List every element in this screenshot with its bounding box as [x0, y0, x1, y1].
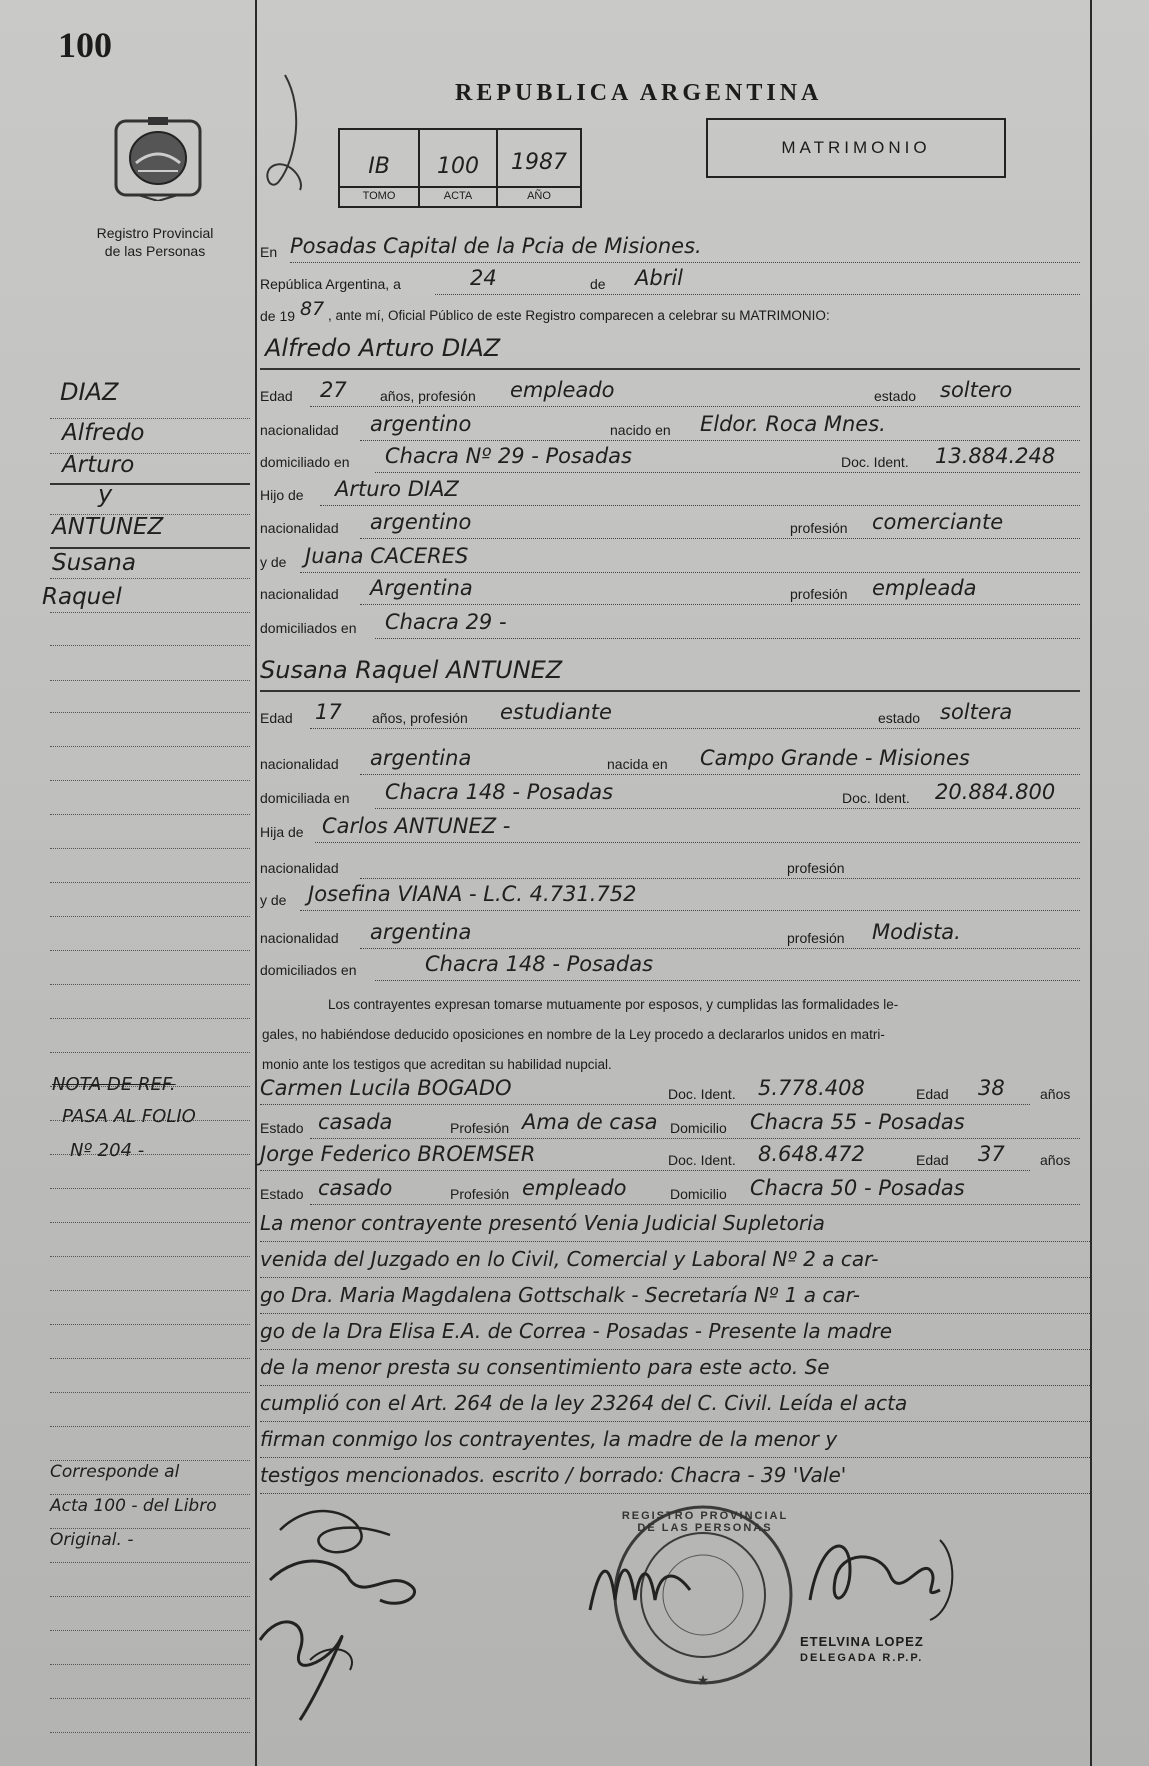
intro-date-row [260, 266, 1080, 296]
bride-father-nationality-row [260, 850, 1080, 880]
witness-2-doc: 8.648.472 [758, 1142, 865, 1166]
estado-label: estado [874, 388, 917, 404]
right-margin-rule [1090, 0, 1092, 1766]
domiciliada-en-label: domiciliada en [260, 790, 350, 806]
groom-mother-nationality: Argentina [370, 576, 473, 600]
official-title: DELEGADA R.P.P. [800, 1652, 924, 1664]
witness-2-domicile: Chacra 50 - Posadas [750, 1176, 965, 1200]
anos-label: años [1040, 1152, 1071, 1168]
republica-label: República Argentina, a [260, 276, 401, 292]
nacionalidad-label: nacionalidad [260, 930, 339, 946]
note-line-2: venida del Juzgado en lo Civil, Comercial y Laboral Nº 2 a car- [260, 1242, 1090, 1278]
declaration-line-1: Los contrayentes expresan tomarse mutuamente por esposos, y cumplidas las formalidades le- [328, 997, 899, 1012]
bride-father: Carlos ANTUNEZ - [322, 814, 511, 838]
groom-mother-nationality-row [260, 576, 1080, 606]
bride-age: 17 [315, 700, 342, 724]
bride-name: Susana Raquel ANTUNEZ [260, 656, 563, 684]
intro-statement-row [260, 298, 1080, 328]
doc-ident-label: Doc. Ident. [668, 1152, 736, 1168]
bride-parents-address-row [260, 952, 1080, 982]
ano-header: AÑO [527, 190, 551, 202]
registry-line-1: Registro Provincial [96, 225, 214, 241]
bride-mother: Josefina VIANA - L.C. 4.731.752 [308, 882, 637, 906]
margin-surname-1: DIAZ [60, 378, 119, 406]
note-line-7: firman conmigo los contrayentes, la madre de la menor y [260, 1422, 1090, 1458]
bride-profession: estudiante [500, 700, 612, 724]
bride-doc: 20.884.800 [935, 780, 1056, 804]
witness-1-details-row [260, 1110, 1080, 1140]
estado-label: Estado [260, 1186, 304, 1202]
official-name: ETELVINA LOPEZ [800, 1634, 924, 1649]
groom-name-row [260, 334, 1080, 364]
bride-address: Chacra 148 - Posadas [385, 780, 614, 804]
witness-1-name: Carmen Lucila BOGADO [260, 1076, 512, 1100]
estado-label: Estado [260, 1120, 304, 1136]
initials-mark [255, 70, 315, 200]
margin-conjunction: y [98, 480, 113, 508]
contracting-party-signatures [240, 1490, 470, 1730]
domiciliados-en-label: domiciliados en [260, 962, 357, 978]
margin-given-2b: Raquel [42, 584, 122, 610]
groom-profession: empleado [510, 378, 615, 402]
margin-surname-2: ANTUNEZ [52, 514, 164, 540]
record-type-box [706, 118, 1006, 178]
witness-1-status: casada [318, 1110, 393, 1134]
y-de-label: y de [260, 892, 287, 908]
groom-doc: 13.884.248 [935, 444, 1056, 468]
anos-label: años [1040, 1086, 1071, 1102]
nacionalidad-label: nacionalidad [260, 860, 339, 876]
margin-given-1b: Arturo [62, 452, 135, 478]
witness-2-details-row [260, 1176, 1080, 1206]
hijo-de-label: Hijo de [260, 487, 304, 503]
groom-mother-row [260, 544, 1080, 574]
groom-father-profession: comerciante [872, 510, 1004, 534]
estado-label: estado [878, 710, 921, 726]
nacionalidad-label: nacionalidad [260, 586, 339, 602]
margin-correspondence-3: Original. - [50, 1530, 134, 1550]
doc-ident-label: Doc. Ident. [842, 790, 910, 806]
witness-2-age: 37 [978, 1142, 1005, 1166]
witness-2-profession: empleado [522, 1176, 627, 1200]
witness-2-status: casado [318, 1176, 393, 1200]
groom-father-row [260, 477, 1080, 507]
profesion-label: profesión [787, 930, 845, 946]
bride-mother-row [260, 882, 1080, 912]
edad-label: Edad [260, 388, 293, 404]
groom-father: Arturo DIAZ [335, 477, 459, 501]
groom-nationality-row [260, 412, 1080, 442]
groom-mother-profession: empleada [872, 576, 977, 600]
groom-nationality: argentino [370, 412, 472, 436]
groom-address-row [260, 444, 1080, 474]
bride-age-row [260, 700, 1080, 730]
reference-box [338, 128, 582, 208]
note-line-1: La menor contrayente presentó Venia Judicial Supletoria [260, 1206, 1090, 1242]
doc-ident-label: Doc. Ident. [841, 454, 909, 470]
profesion-label: profesión [787, 860, 845, 876]
groom-address: Chacra Nº 29 - Posadas [385, 444, 632, 468]
groom-name: Alfredo Arturo DIAZ [265, 334, 501, 362]
nacionalidad-label: nacionalidad [260, 756, 339, 772]
record-type: MATRIMONIO [781, 138, 931, 157]
declaration-line-3: monio ante los testigos que acreditan su habilidad nupcial. [262, 1057, 612, 1072]
bride-name-row [260, 656, 1080, 686]
domiciliado-en-label: domiciliado en [260, 454, 350, 470]
bride-address-row [260, 780, 1080, 810]
declaration-line-2: gales, no habiéndose deducido oposiciones en nombre de la Ley procedo a declararlos unidos en matri- [262, 1027, 885, 1042]
nacionalidad-label: nacionalidad [260, 520, 339, 536]
registry-label [60, 224, 250, 260]
intro-place-row [260, 234, 1080, 264]
nacionalidad-label: nacionalidad [260, 422, 339, 438]
anos-profesion-label: años, profesión [380, 388, 476, 404]
stamp-text: REGISTRO PROVINCIAL DE LAS PERSONAS [621, 1510, 789, 1534]
bride-mother-nationality: argentina [370, 920, 472, 944]
anos-profesion-label: años, profesión [372, 710, 468, 726]
marriage-year: 87 [300, 298, 325, 320]
note-line-3: go Dra. Maria Magdalena Gottschalk - Secretaría Nº 1 a car- [260, 1278, 1090, 1314]
groom-birthplace: Eldor. Roca Mnes. [700, 412, 886, 436]
marriage-day: 24 [470, 266, 497, 290]
official-signature [790, 1520, 970, 1630]
groom-father-nationality: argentino [370, 510, 472, 534]
bride-birthplace: Campo Grande - Misiones [700, 746, 970, 770]
margin-correspondence-2: Acta 100 - del Libro [50, 1496, 217, 1516]
statement-text: , ante mí, Oficial Público de este Registro comparecen a celebrar su MATRIMONIO: [328, 308, 830, 323]
hija-de-label: Hija de [260, 824, 304, 840]
country-title: REPUBLICA ARGENTINA [455, 80, 823, 106]
provincial-seal-icon [108, 115, 208, 201]
witness-1-age: 38 [978, 1076, 1005, 1100]
profesion-label: Profesión [450, 1120, 510, 1136]
domicilio-label: Domicilio [670, 1120, 727, 1136]
tomo-header: TOMO [362, 190, 396, 202]
groom-father-nationality-row [260, 510, 1080, 540]
de-label: de [590, 276, 606, 292]
groom-parents-address-row [260, 610, 1080, 640]
groom-mother: Juana CACERES [305, 544, 469, 568]
ano-value: 1987 [511, 150, 567, 175]
edad-label: Edad [916, 1152, 949, 1168]
profesion-label: profesión [790, 586, 848, 602]
margin-note-3: Nº 204 - [70, 1140, 145, 1161]
acta-header: ACTA [443, 190, 473, 202]
page-number: 100 [58, 25, 112, 65]
edad-label: Edad [260, 710, 293, 726]
margin-note-2: PASA AL FOLIO [62, 1106, 196, 1127]
witness-1-profession: Ama de casa [522, 1110, 658, 1134]
domicilio-label: Domicilio [670, 1186, 727, 1202]
witness-signature [580, 1540, 700, 1630]
groom-age-row [260, 378, 1080, 408]
bride-nationality: argentina [370, 746, 472, 770]
acta-value: 100 [437, 154, 479, 179]
profesion-label: Profesión [450, 1186, 510, 1202]
y-de-label: y de [260, 554, 287, 570]
witness-1-row [260, 1076, 1080, 1106]
nacida-en-label: nacida en [607, 756, 668, 772]
groom-status: soltero [940, 378, 1013, 402]
registry-line-2: de las Personas [104, 243, 206, 259]
edad-label: Edad [916, 1086, 949, 1102]
marriage-month: Abril [635, 266, 683, 290]
margin-correspondence-1: Corresponde al [50, 1462, 180, 1482]
note-line-8: testigos mencionados. escrito / borrado: Chacra - 39 'Vale' [260, 1458, 1090, 1494]
bride-nationality-row [260, 746, 1080, 776]
bride-parents-address: Chacra 148 - Posadas [425, 952, 654, 976]
bride-status: soltera [940, 700, 1013, 724]
handwritten-notes [260, 1206, 1090, 1494]
bride-father-row [260, 814, 1080, 844]
margin-note-1: NOTA DE REF. [52, 1074, 176, 1095]
margin-given-1a: Alfredo [62, 420, 145, 446]
witness-1-doc: 5.778.408 [758, 1076, 865, 1100]
witness-2-name: Jorge Federico BROEMSER [260, 1142, 536, 1166]
witness-2-row [260, 1142, 1080, 1172]
bride-mother-profession: Modista. [872, 920, 961, 944]
bride-mother-nationality-row [260, 920, 1080, 950]
doc-ident-label: Doc. Ident. [668, 1086, 736, 1102]
note-line-4: go de la Dra Elisa E.A. de Correa - Posadas - Presente la madre [260, 1314, 1090, 1350]
year-prefix: de 19 [260, 308, 296, 324]
note-line-6: cumplió con el Art. 264 de la ley 23264 del C. Civil. Leída el acta [260, 1386, 1090, 1422]
declaration-text [262, 990, 1082, 1080]
marriage-place: Posadas Capital de la Pcia de Misiones. [290, 234, 702, 258]
svg-text:★: ★ [696, 1672, 710, 1688]
en-label: En [260, 244, 278, 260]
profesion-label: profesión [790, 520, 848, 536]
witness-1-domicile: Chacra 55 - Posadas [750, 1110, 965, 1134]
margin-given-2a: Susana [52, 550, 136, 576]
tomo-value: IB [368, 154, 390, 179]
note-line-5: de la menor presta su consentimiento para este acto. Se [260, 1350, 1090, 1386]
nacido-en-label: nacido en [610, 422, 671, 438]
groom-parents-address: Chacra 29 - [385, 610, 507, 634]
groom-age: 27 [320, 378, 347, 402]
domiciliados-en-label: domiciliados en [260, 620, 357, 636]
